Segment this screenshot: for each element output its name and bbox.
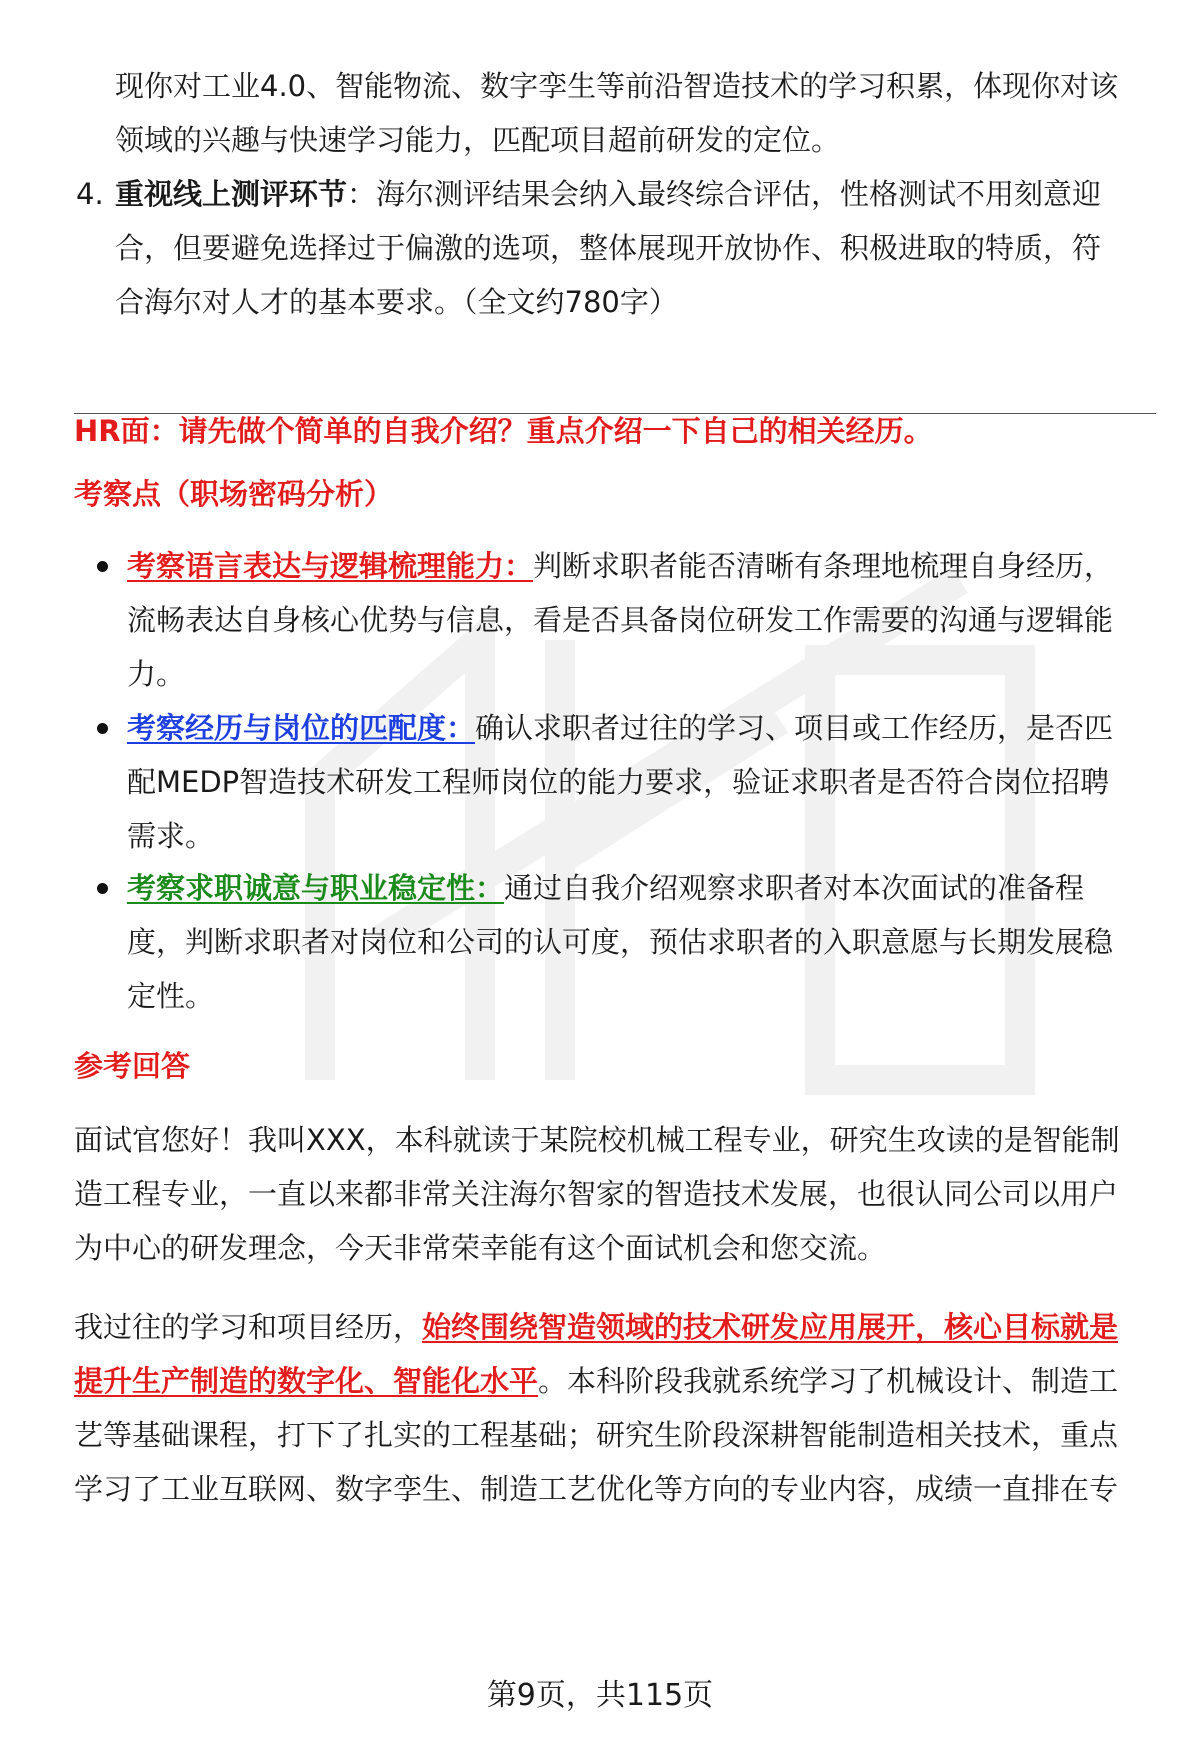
point-label: 考察求职诚意与职业稳定性： bbox=[127, 871, 505, 905]
answer-line: 造工程专业，一直以来都非常关注海尔智家的智造技术发展，也很认同公司以用户 bbox=[74, 1177, 1119, 1211]
point-label: 考察经历与岗位的匹配度： bbox=[127, 711, 476, 745]
answer-line: 为中心的研发理念，今天非常荣幸能有这个面试机会和您交流。 bbox=[74, 1231, 887, 1265]
page-number-footer: 第9页，共115页 bbox=[486, 1678, 714, 1713]
point-line bbox=[127, 868, 1084, 908]
answer-text: 我过往的学习和项目经历， bbox=[74, 1310, 423, 1344]
answer-line bbox=[74, 1307, 1118, 1347]
item4-title: 重视线上测评环节 bbox=[115, 177, 348, 211]
point-text: 判断求职者能否清晰有条理地梳理自身经历， bbox=[533, 549, 1114, 583]
answer-highlight: 始终围绕智造领域的技术研发应用展开，核心目标就是 bbox=[422, 1310, 1119, 1344]
bullet-dot bbox=[97, 561, 108, 572]
answer-line bbox=[74, 1361, 1118, 1401]
item3-text-line: 领域的兴趣与快速学习能力，匹配项目超前研发的定位。 bbox=[115, 123, 841, 157]
item4-line bbox=[115, 174, 1101, 214]
point-text-line: 流畅表达自身核心优势与信息，看是否具备岗位研发工作需要的沟通与逻辑能 bbox=[127, 603, 1114, 637]
point-text-line: 力。 bbox=[127, 657, 186, 691]
point-text: 确认求职者过往的学习、项目或工作经历，是否匹 bbox=[475, 711, 1114, 745]
point-line bbox=[127, 546, 1113, 586]
point-line bbox=[127, 708, 1113, 748]
point-text-line: 定性。 bbox=[127, 979, 215, 1013]
item3-text-line: 现你对工业4.0、智能物流、数字孪生等前沿智造技术的学习积累，体现你对该 bbox=[115, 69, 1119, 103]
answer-line: 面试官您好！我叫XXX，本科就读于某院校机械工程专业，研究生攻读的是智能制 bbox=[74, 1123, 1120, 1157]
point-text-line: 配MEDP智造技术研发工程师岗位的能力要求，验证求职者是否符合岗位招聘 bbox=[127, 765, 1110, 799]
interview-question: HR面：请先做个简单的自我介绍？重点介绍一下自己的相关经历。 bbox=[74, 414, 933, 448]
item4-text: ：海尔测评结果会纳入最终综合评估，性格测试不用刻意迎 bbox=[347, 177, 1102, 211]
item4-text-line: 合，但要避免选择过于偏激的选项，整体展现开放协作、积极进取的特质，符 bbox=[115, 231, 1102, 265]
list-number: 4. bbox=[76, 177, 104, 211]
answer-line: 艺等基础课程，打下了扎实的工程基础；研究生阶段深耕智能制造相关技术，重点 bbox=[74, 1418, 1119, 1452]
point-text: 通过自我介绍观察求职者对本次面试的准备程 bbox=[504, 871, 1085, 905]
section-title-answer: 参考回答 bbox=[74, 1049, 191, 1083]
answer-text: 。本科阶段我就系统学习了机械设计、制造工 bbox=[538, 1364, 1119, 1398]
section-title-points: 考察点（职场密码分析） bbox=[74, 477, 394, 511]
answer-line: 学习了工业互联网、数字孪生、制造工艺优化等方向的专业内容，成绩一直排在专 bbox=[74, 1472, 1119, 1506]
item4-text-line: 合海尔对人才的基本要求。（全文约780字） bbox=[115, 285, 678, 319]
bullet-dot bbox=[97, 723, 108, 734]
point-text-line: 需求。 bbox=[127, 819, 215, 853]
point-label: 考察语言表达与逻辑梳理能力： bbox=[127, 549, 534, 583]
point-text-line: 度，判断求职者对岗位和公司的认可度，预估求职者的入职意愿与长期发展稳 bbox=[127, 925, 1114, 959]
answer-highlight: 提升生产制造的数字化、智能化水平 bbox=[74, 1364, 539, 1398]
bullet-dot bbox=[97, 883, 108, 894]
